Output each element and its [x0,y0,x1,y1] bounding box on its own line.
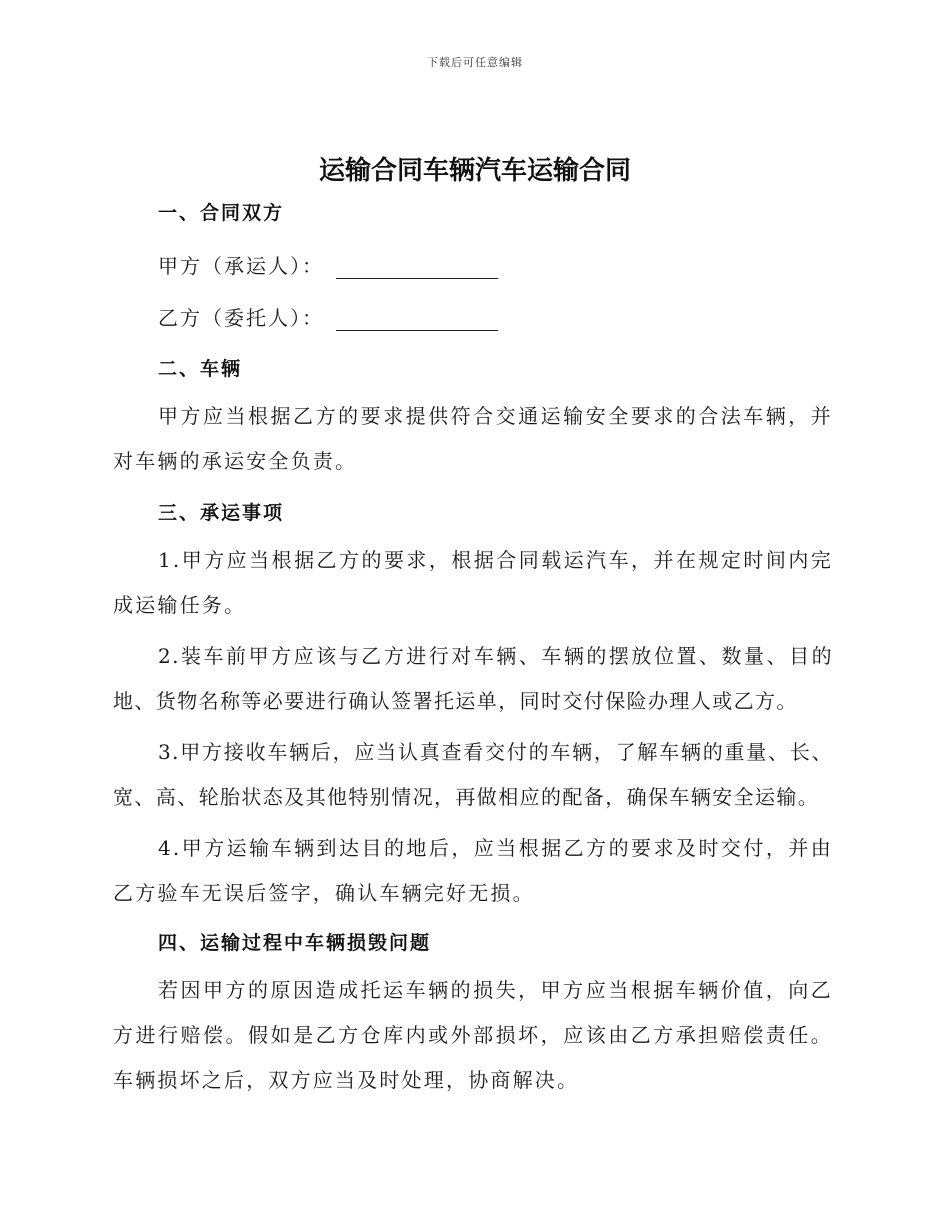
section-heading-carriage: 三、承运事项 [158,502,285,524]
section-heading-parties: 一、合同双方 [158,202,285,224]
section-heading-damage: 四、运输过程中车辆损毁问题 [158,932,432,954]
party-a-blank-line [336,256,498,279]
page-header-note: 下载后可任意编辑 [427,56,523,69]
carriage-item-4: 4.甲方运输车辆到达目的地后，应当根据乙方的要求及时交付，并由乙方验车无误后签字，确认车辆完好无损。 [113,836,833,905]
carriage-item-3: 3.甲方接收车辆后，应当认真查看交付的车辆，了解车辆的重量、长、宽、高、轮胎状态及其他特别情况，再做相应的配备，确保车辆安全运输。 [113,740,833,809]
section-heading-vehicle: 二、车辆 [158,358,243,380]
party-a-row [158,250,498,279]
party-b-blank-line [336,308,498,331]
vehicle-paragraph: 甲方应当根据乙方的要求提供符合交通运输安全要求的合法车辆，并对车辆的承运安全负责。 [113,404,833,473]
carriage-item-2: 2.装车前甲方应该与乙方进行对车辆、车辆的摆放位置、数量、目的地、货物名称等必要进行确认签署托运单，同时交付保险办理人或乙方。 [113,644,833,713]
carriage-item-1: 1.甲方应当根据乙方的要求，根据合同载运汽车，并在规定时间内完成运输任务。 [113,548,833,617]
damage-paragraph: 若因甲方的原因造成托运车辆的损失，甲方应当根据车辆价值，向乙方进行赔偿。假如是乙方仓库内或外部损坏，应该由乙方承担赔偿责任。车辆损坏之后，双方应当及时处理，协商解决。 [113,978,833,1092]
party-b-row [158,302,498,331]
party-a-label: 甲方（承运人）： [158,254,324,278]
party-b-label: 乙方（委托人）： [158,306,324,330]
document-title: 运输合同车辆汽车运输合同 [318,156,631,186]
